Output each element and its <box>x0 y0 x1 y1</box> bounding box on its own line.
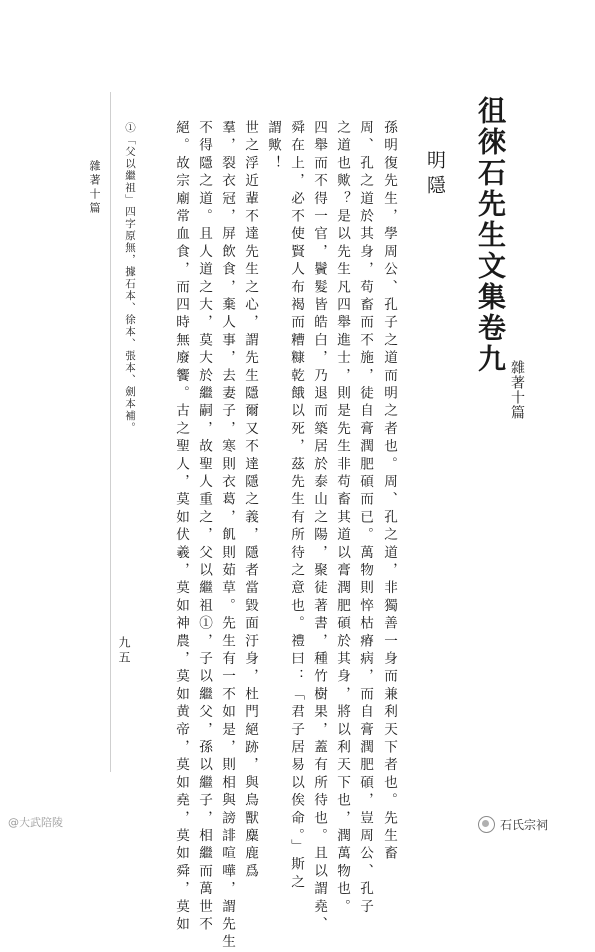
body-column: 四舉而不得一官，鬢髮皆皓白，乃退而築居於泰山之陽，聚徒著書，種竹樹果，蓋有所待也。且以謂堯、 <box>311 120 327 935</box>
body-column: 舜在上，必不使賢人布褐而糟糠乾餓以死，茲先生有所待之意也。禮曰：「君子居易以俟命。」斯之 <box>288 120 304 892</box>
body-column: 絕。故宗廟常血食，而四時無廢饗。古之聖人，莫如伏羲，莫如神農，莫如黄帝，莫如堯，莫如舜，莫如 <box>173 120 189 935</box>
watermark-left <box>8 814 63 830</box>
margin-divider <box>110 92 111 772</box>
watermark-left-text: @大武陪陵 <box>8 816 63 829</box>
running-footer: 雜著十篇 <box>88 160 101 216</box>
watermark-right-text: 石氏宗祠 <box>500 818 549 832</box>
body-column: 謂歟！ <box>265 120 281 174</box>
body-column: 周、孔之道於其身，苟畜而不施，徒自膏潤肥碩而已。萬物則悴枯瘠病，而自膏潤肥碩，豈周公、孔子 <box>357 120 373 917</box>
page-number: 九五 <box>117 636 131 666</box>
book-subtitle: 雜著十篇 <box>509 360 525 420</box>
footnote: ①「父以繼祖」四字原無，據石本、徐本、張本、劍本補。 <box>124 122 136 434</box>
watermark-right <box>478 816 548 833</box>
body-column: 之道也歟？是以先生凡四舉進士，則是先生非苟畜其道以膏潤肥碩於其身，將以利天下也，潤萬物也。 <box>334 120 350 917</box>
body-column: 孫明復先生，學周公、孔子之道而明之者也。周、孔之道，非獨善一身而兼利天下者也。先生畜 <box>381 120 397 864</box>
book-title: 徂徠石先生文集卷九 <box>474 96 507 375</box>
body-column: 不得隱之道。且人道之大，莫大於繼嗣，故聖人重之，父以繼祖①，子以繼父，孫以繼子，相繼而萬世不 <box>196 120 212 935</box>
body-column: 羣，裂衣冠，屏飲食，棄人事，去妻子，寒則衣葛，飢則茹草。先生有一不如是，則相與謗誹喧嘩，謂先生 <box>219 120 235 952</box>
body-column: 世之浮近輩不達先生之心，謂先生隱爾又不達隱之義，隱者當毀面汙身，杜門絕跡，與鳥獸麋鹿爲 <box>242 120 258 882</box>
wechat-icon <box>478 816 495 833</box>
section-title: 明隱 <box>424 150 446 200</box>
